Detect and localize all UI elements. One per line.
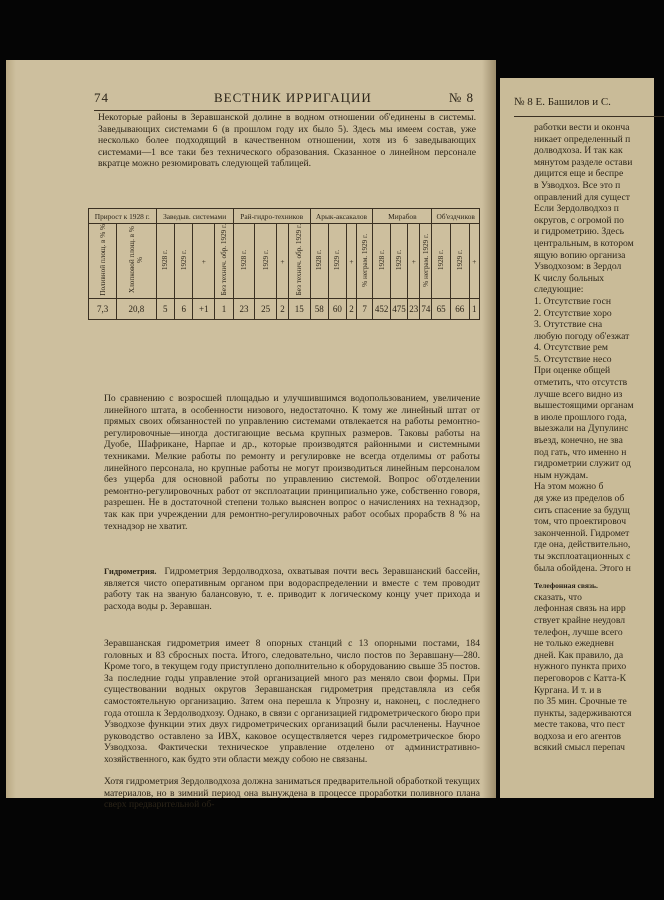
table-cell: 5 [156,299,174,320]
table-cell: 23 [233,299,255,320]
table-cell: 2 [346,299,356,320]
table-group-header: Об'ездчиков [432,209,480,224]
right-page-text: работки вести и оконча никает определенный п долводхоза. И так как мянутом разделе остави дицится еще и беспре в Узводхоз. Все это п оправлений для сущест Если Зердолводхоз п округов, с огромой по и гидрометрию. Здесь центральным, в котором ящую вопию организа Узводхозом: в Зердол К числу больных следующие: 1. Отсутствие госн 2. Отсутствие хоро 3. Отутствие сна любую погоду об'езжат 4. Отсутствие рем 5. Отсутствие несо При оценке общей отметить, что отсутств лучше всего видно из вышестоящими органам в июле прошлого года, выезжали на Дупулинс въезд, конечно, не зва под гать, что именно н гидрометрии служит од ным нуждам. На этом можно б дя уже из пределов об сить спасение за будущ том, что проектировоч законченной. Гидромет где она, действительно, ты эксплоатационных с была обойдена. Этого н Телефонная связь. сказать, что лефонная связь на ирр ствует крайне неудовл телефон, лучше всего не только ежедневн дней. Как правило, да нужного пункта прихо переговоров с Катта-К Кургана. И т. и в по 35 мин. Срочные те пункты, задерживаются месте такова, что пест водхоза и его агентов всякий смысл перепач [534,122,664,754]
table-subheader: + [469,224,479,299]
telephone-heading: Телефонная связь. [534,581,598,591]
table-cell: 60 [328,299,346,320]
table-cell: 15 [288,299,310,320]
paragraph-1: Некоторые районы в Зеравшанской долине в водном отношении об'единены в системы. Заведывающих системами 6 (в прошлом году их было 5). Здесь мы имеем состав, уже несколько более подходящий в качественном отношении, хотя из 6 заведывающих системами—1 все таки без технического образования. Сказанное о линейном персонале вкратце можно резюмировать следующей таблицей. [98,112,476,170]
table-cell: 65 [432,299,451,320]
table-cell: 475 [390,299,407,320]
page-number: 74 [94,90,109,105]
table-subheader: Без технич. обр. 1929 г. [288,224,310,299]
table-subheader: + [277,224,289,299]
table-group-header: Прирост к 1928 г. [89,209,157,224]
table-cell: 6 [175,299,193,320]
table-cell: 7 [356,299,372,320]
paragraph-3-text: Гидрометрия Зердолводхоза, охватывая почти весь Зеравшанский бассейн, является чисто оперативным органом при водораспределении и вместе с тем проводит работу так на званую балансовую, т. е. приводит к логическому концу учет прихода и расхода воды р. Зеравшан. [104,566,480,612]
table-subheader: 1929 г. [328,224,346,299]
table-cell: 20,8 [117,299,156,320]
table-group-header: Арык-аксакалов [310,209,373,224]
table-cell: 1 [469,299,479,320]
table-subheader: 1928 г. [373,224,390,299]
table-cell: 23 [408,299,420,320]
table-subheader: 1929 г. [390,224,407,299]
table-cell: 66 [450,299,469,320]
table-subheader: + [193,224,215,299]
paragraph-3 [104,566,480,612]
table-subheader: 1929 г. [450,224,469,299]
table-subheader: Без технич. обр. 1929 г. [215,224,234,299]
table-subheader: Поливной площ. в % % [89,224,117,299]
table-cell: 74 [420,299,432,320]
table-subheader-row [89,224,480,299]
table-cell: 452 [373,299,390,320]
table-subheader: 1928 г. [432,224,451,299]
table-group-header: Мирабов [373,209,432,224]
side-heading: Гидрометрия. [104,567,157,576]
table-subheader: 1929 г. [175,224,193,299]
paragraph-2: По сравнению с возросшей площадью и улучшившимся водопользованием, увеличение линейного штата, в особенности низового, недостаточно. К тому же линейный штат от прямых своих обязанностей по управлению системами отвлекается на работы ремонтно-регулировочные—иногда достигающие весьма крупных размеров. Таковы работы на Дуобе, Шафрикане, Нарпае и др., которые производятся районными и системными техниками. Мелкие работы по ремонту и регулировке не всегда отделимы от работы линейного персонала, но крупные работы не могут производиться линейным персоналом без ущерба для основной работы по управлению системой. Вопрос об'отделении ремонтно-регулировочных работ от эксплоатации принципиально уже, собственно говоря, разрешен. Не в достаточной степени только выяснен вопрос о начислениях на технадзор, так как при учреждении для ремонтно-регулировочных работ особых прорабств 8 % на технадзор не хватит. [104,393,480,532]
table-subheader: 1929 г. [255,224,277,299]
table-subheader: Хлопковой площ. в % % [117,224,156,299]
journal-title: ВЕСТНИК ИРРИГАЦИИ [214,90,372,105]
left-page [6,60,496,811]
table-subheader: 1928 г. [310,224,328,299]
table-subheader: 1928 г. [156,224,174,299]
table-subheader: % неграм. 1929 г. [356,224,372,299]
table-cell: 58 [310,299,328,320]
table-subheader: 1928 г. [233,224,255,299]
paragraph-5: Хотя гидрометрия Зердолводхоза должна заниматься предварительной обработкой текущих материалов, но в зимний период она вынуждена в процессе проработки поливного плана сверх предварительной об- [104,776,480,811]
table-subheader: % неграм. 1929 г. [420,224,432,299]
right-page [500,78,654,798]
table-group-row [89,209,480,224]
table-subheader: + [346,224,356,299]
table-cell: +1 [193,299,215,320]
table-cell: 1 [215,299,234,320]
personnel-table [88,208,480,320]
table-cell: 25 [255,299,277,320]
table-values-row [89,299,480,320]
right-page-header: № 8 Е. Башилов и С. [514,96,664,117]
table-group-header: Рай-гидро-техников [233,209,310,224]
table-subheader: + [408,224,420,299]
table-cell: 7,3 [89,299,117,320]
issue-number: № 8 [448,90,474,105]
table-group-header: Заведыв. системами [156,209,233,224]
paragraph-4: Зеравшанская гидрометрия имеет 8 опорных станций с 13 опорными постами, 184 головных и 83 сбросных поста. Итого, следовательно, число постов по Зеравшану—280. Кроме того, в текущем году приступлено дополнительно к оборудованию свыше 35 постов. За последние годы управление этой организацией много раз меняло свои формы. При существовании водных округов Зеравшанская гидрометрия представляла из себя самостоятельную организацию. Затем она перешла к Упрозну и, наконец, с последнего года отошла к Зердолводхозу. Однако, в связи с организацией гидрометрического бюро при Узводхозе функции этих двух гидрометрических организаций были расчленены. Научное руководство оставлено за ИВХ, каковое осуществляется через гидрометрическое бюро Узводхоза. Фактически техническое управление отделено от административно-хозяйственного, как будто эти области между собою не связаны. [104,638,480,765]
page-header [94,88,474,111]
table-cell: 2 [277,299,289,320]
